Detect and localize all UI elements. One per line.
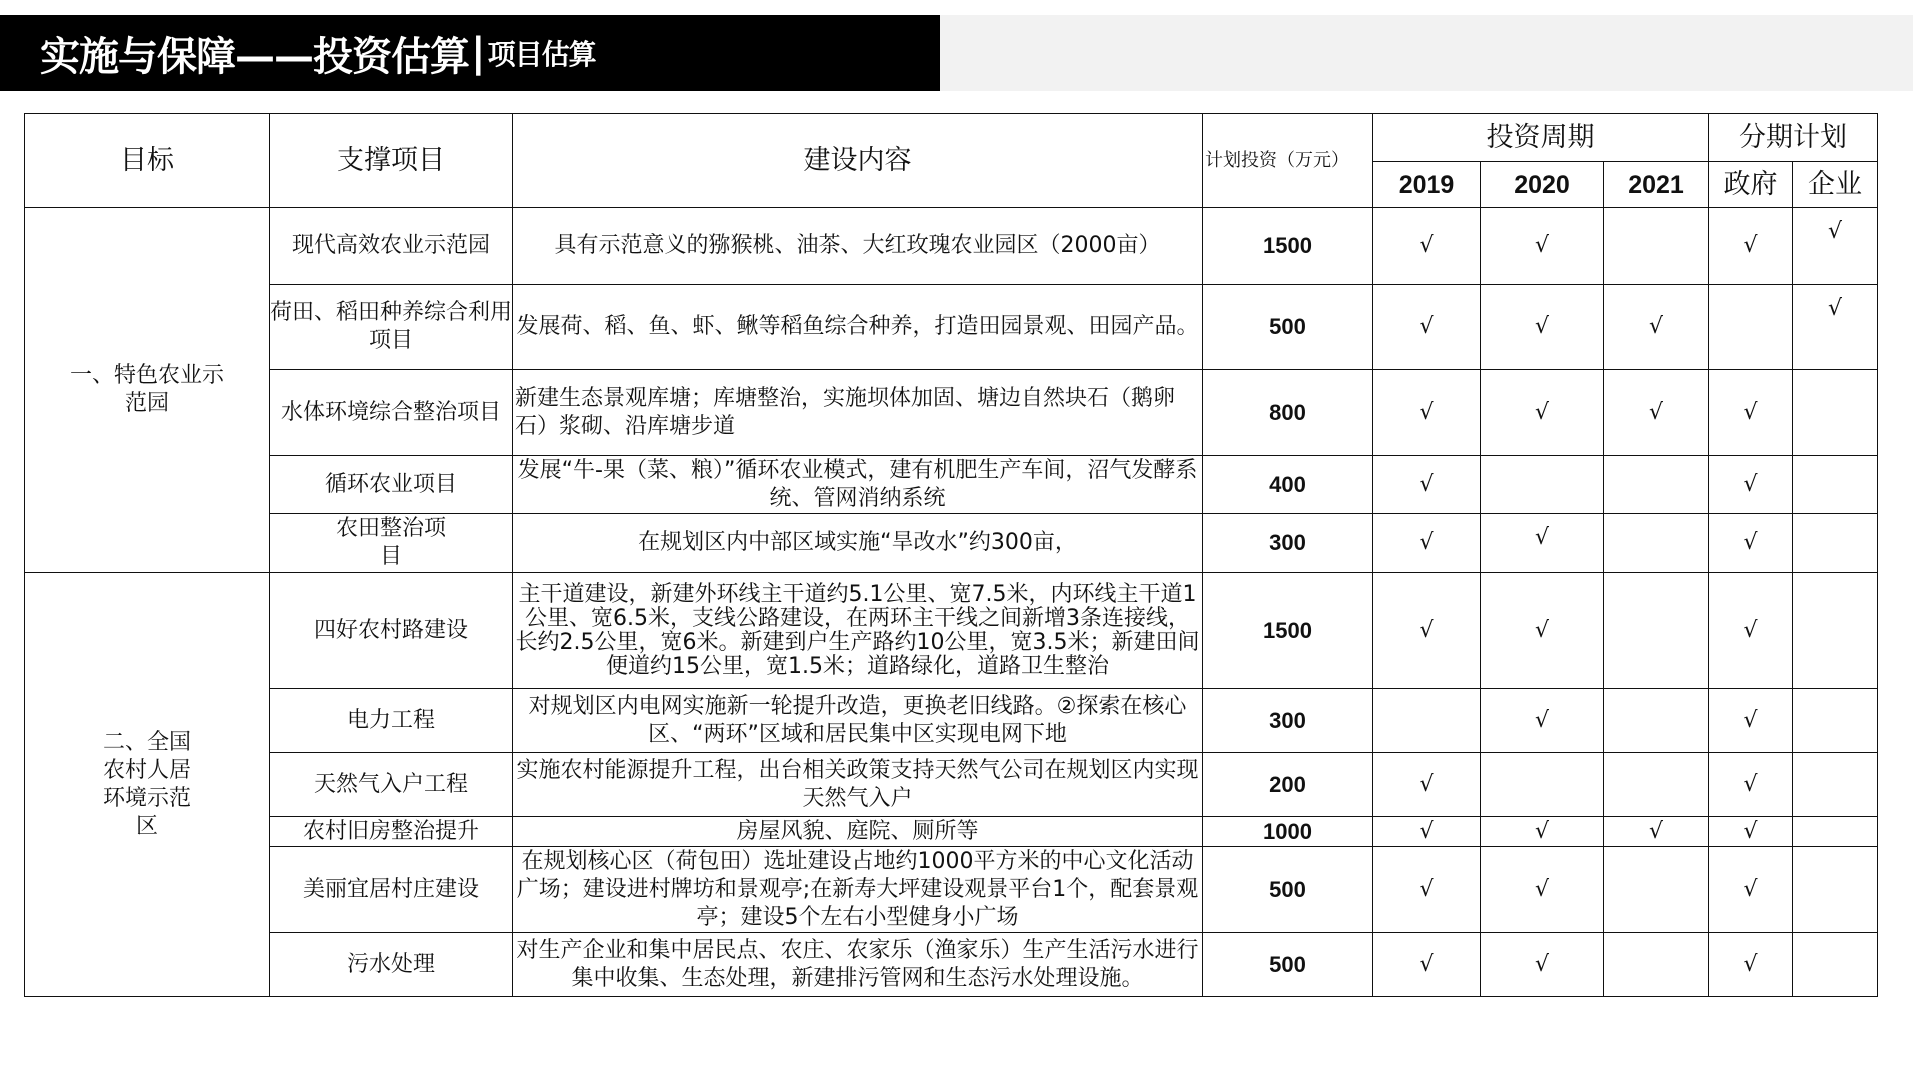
check-2021 bbox=[1603, 846, 1709, 933]
check-2019: √ bbox=[1372, 207, 1481, 285]
investment-cell: 500 bbox=[1202, 846, 1373, 933]
investment-cell: 800 bbox=[1202, 369, 1373, 456]
header-period-group: 投资周期 bbox=[1372, 113, 1709, 162]
header-phase-gov: 政府 bbox=[1708, 161, 1793, 208]
check-ent bbox=[1792, 455, 1878, 514]
check-2020: √ bbox=[1480, 284, 1604, 370]
check-2019: √ bbox=[1372, 932, 1481, 997]
content-cell: 在规划核心区（荷包田）选址建设占地约1000平方米的中心文化活动广场；建设进村牌坊和景观亭;在新寿大坪建设观景平台1个，配套景观亭；建设5个左右小型健身小广场 bbox=[512, 846, 1203, 933]
check-2019: √ bbox=[1372, 816, 1481, 847]
check-2019: √ bbox=[1372, 513, 1481, 573]
header-investment: 计划投资（万元） bbox=[1202, 113, 1373, 208]
content-cell: 发展荷、稻、鱼、虾、鳅等稻鱼综合种养，打造田园景观、田园产品。 bbox=[512, 284, 1203, 370]
check-ent: √ bbox=[1792, 207, 1878, 285]
check-2021 bbox=[1603, 572, 1709, 689]
investment-cell: 500 bbox=[1202, 284, 1373, 370]
check-ent bbox=[1792, 688, 1878, 753]
check-gov: √ bbox=[1708, 207, 1793, 285]
check-2021 bbox=[1603, 752, 1709, 817]
check-2020 bbox=[1480, 455, 1604, 514]
header-phase-ent: 企业 bbox=[1792, 161, 1878, 208]
check-gov: √ bbox=[1708, 846, 1793, 933]
content-cell: 在规划区内中部区域实施“旱改水”约300亩， bbox=[512, 513, 1203, 573]
check-ent bbox=[1792, 513, 1878, 573]
check-2020: √ bbox=[1480, 688, 1604, 753]
check-2020: √ bbox=[1480, 513, 1604, 573]
investment-cell: 300 bbox=[1202, 513, 1373, 573]
check-ent bbox=[1792, 816, 1878, 847]
check-gov bbox=[1708, 284, 1793, 370]
check-gov: √ bbox=[1708, 932, 1793, 997]
project-cell: 荷田、稻田种养综合利用项目 bbox=[269, 284, 513, 370]
content-cell: 房屋风貌、庭院、厕所等 bbox=[512, 816, 1203, 847]
content-cell: 对生产企业和集中居民点、农庄、农家乐（渔家乐）生产生活污水进行集中收集、生态处理，新建排污管网和生态污水处理设施。 bbox=[512, 932, 1203, 997]
check-2019: √ bbox=[1372, 572, 1481, 689]
check-2021: √ bbox=[1603, 284, 1709, 370]
content-cell: 具有示范意义的猕猴桃、油茶、大红玫瑰农业园区（2000亩） bbox=[512, 207, 1203, 285]
page-title-separator: | bbox=[471, 30, 486, 76]
check-ent bbox=[1792, 846, 1878, 933]
check-gov: √ bbox=[1708, 688, 1793, 753]
check-2020: √ bbox=[1480, 369, 1604, 456]
project-cell: 农田整治项目 bbox=[269, 513, 513, 573]
check-gov: √ bbox=[1708, 513, 1793, 573]
check-ent bbox=[1792, 932, 1878, 997]
check-2020: √ bbox=[1480, 207, 1604, 285]
check-2019: √ bbox=[1372, 284, 1481, 370]
check-ent bbox=[1792, 572, 1878, 689]
header-content: 建设内容 bbox=[512, 113, 1203, 208]
check-2021 bbox=[1603, 932, 1709, 997]
goal-cell-2: 二、全国农村人居环境示范区 bbox=[24, 572, 270, 997]
header-goal: 目标 bbox=[24, 113, 270, 208]
check-gov: √ bbox=[1708, 455, 1793, 514]
investment-cell: 500 bbox=[1202, 932, 1373, 997]
content-cell: 发展“牛-果（菜、粮）”循环农业模式，建有机肥生产车间，沼气发酵系统、管网消纳系统 bbox=[512, 455, 1203, 514]
content-cell: 新建生态景观库塘；库塘整治，实施坝体加固、塘边自然块石（鹅卵石）浆砌、沿库塘步道 bbox=[512, 369, 1203, 456]
check-gov: √ bbox=[1708, 816, 1793, 847]
check-ent bbox=[1792, 752, 1878, 817]
check-gov: √ bbox=[1708, 369, 1793, 456]
page-title-sub: 项目估算 bbox=[487, 38, 596, 71]
check-2019: √ bbox=[1372, 455, 1481, 514]
check-2019 bbox=[1372, 688, 1481, 753]
content-cell: 对规划区内电网实施新一轮提升改造，更换老旧线路。②探索在核心区、“两环”区域和居民集中区实现电网下地 bbox=[512, 688, 1203, 753]
check-2020: √ bbox=[1480, 816, 1604, 847]
title-gray-band bbox=[940, 15, 1913, 91]
project-cell: 循环农业项目 bbox=[269, 455, 513, 514]
check-ent bbox=[1792, 369, 1878, 456]
header-phase-group: 分期计划 bbox=[1708, 113, 1878, 162]
page-title bbox=[40, 15, 596, 91]
project-cell: 四好农村路建设 bbox=[269, 572, 513, 689]
project-cell: 天然气入户工程 bbox=[269, 752, 513, 817]
check-2020: √ bbox=[1480, 572, 1604, 689]
project-cell: 农村旧房整治提升 bbox=[269, 816, 513, 847]
check-2021: √ bbox=[1603, 816, 1709, 847]
investment-cell: 200 bbox=[1202, 752, 1373, 817]
investment-cell: 400 bbox=[1202, 455, 1373, 514]
check-2020: √ bbox=[1480, 932, 1604, 997]
check-2021 bbox=[1603, 688, 1709, 753]
header-project: 支撑项目 bbox=[269, 113, 513, 208]
project-cell: 电力工程 bbox=[269, 688, 513, 753]
check-2021 bbox=[1603, 513, 1709, 573]
investment-cell: 300 bbox=[1202, 688, 1373, 753]
project-cell: 水体环境综合整治项目 bbox=[269, 369, 513, 456]
content-cell: 主干道建设，新建外环线主干道约5.1公里、宽7.5米，内环线主干道1公里、宽6.5米，支线公路建设，在两环主干线之间新增3条连接线，长约2.5公里，宽6米。新建到户生产路约10公里，宽3.5米；新建田间便道约15公里，宽1.5米；道路绿化，道路卫生整治 bbox=[512, 572, 1203, 689]
check-2020: √ bbox=[1480, 846, 1604, 933]
project-cell: 美丽宜居村庄建设 bbox=[269, 846, 513, 933]
investment-cell: 1500 bbox=[1202, 207, 1373, 285]
header-year-2019: 2019 bbox=[1372, 161, 1481, 208]
check-2021: √ bbox=[1603, 369, 1709, 456]
check-2020 bbox=[1480, 752, 1604, 817]
check-2019: √ bbox=[1372, 752, 1481, 817]
check-gov: √ bbox=[1708, 572, 1793, 689]
project-cell: 污水处理 bbox=[269, 932, 513, 997]
check-gov: √ bbox=[1708, 752, 1793, 817]
check-2019: √ bbox=[1372, 369, 1481, 456]
check-2021 bbox=[1603, 207, 1709, 285]
investment-cell: 1500 bbox=[1202, 572, 1373, 689]
page-title-main: 实施与保障——投资估算 bbox=[40, 33, 469, 80]
check-ent: √ bbox=[1792, 284, 1878, 370]
header-year-2020: 2020 bbox=[1480, 161, 1604, 208]
goal-cell-1: 一、特色农业示范园 bbox=[24, 207, 270, 573]
check-2021 bbox=[1603, 455, 1709, 514]
header-year-2021: 2021 bbox=[1603, 161, 1709, 208]
investment-cell: 1000 bbox=[1202, 816, 1373, 847]
project-cell: 现代高效农业示范园 bbox=[269, 207, 513, 285]
content-cell: 实施农村能源提升工程，出台相关政策支持天然气公司在规划区内实现天然气入户 bbox=[512, 752, 1203, 817]
check-2019: √ bbox=[1372, 846, 1481, 933]
